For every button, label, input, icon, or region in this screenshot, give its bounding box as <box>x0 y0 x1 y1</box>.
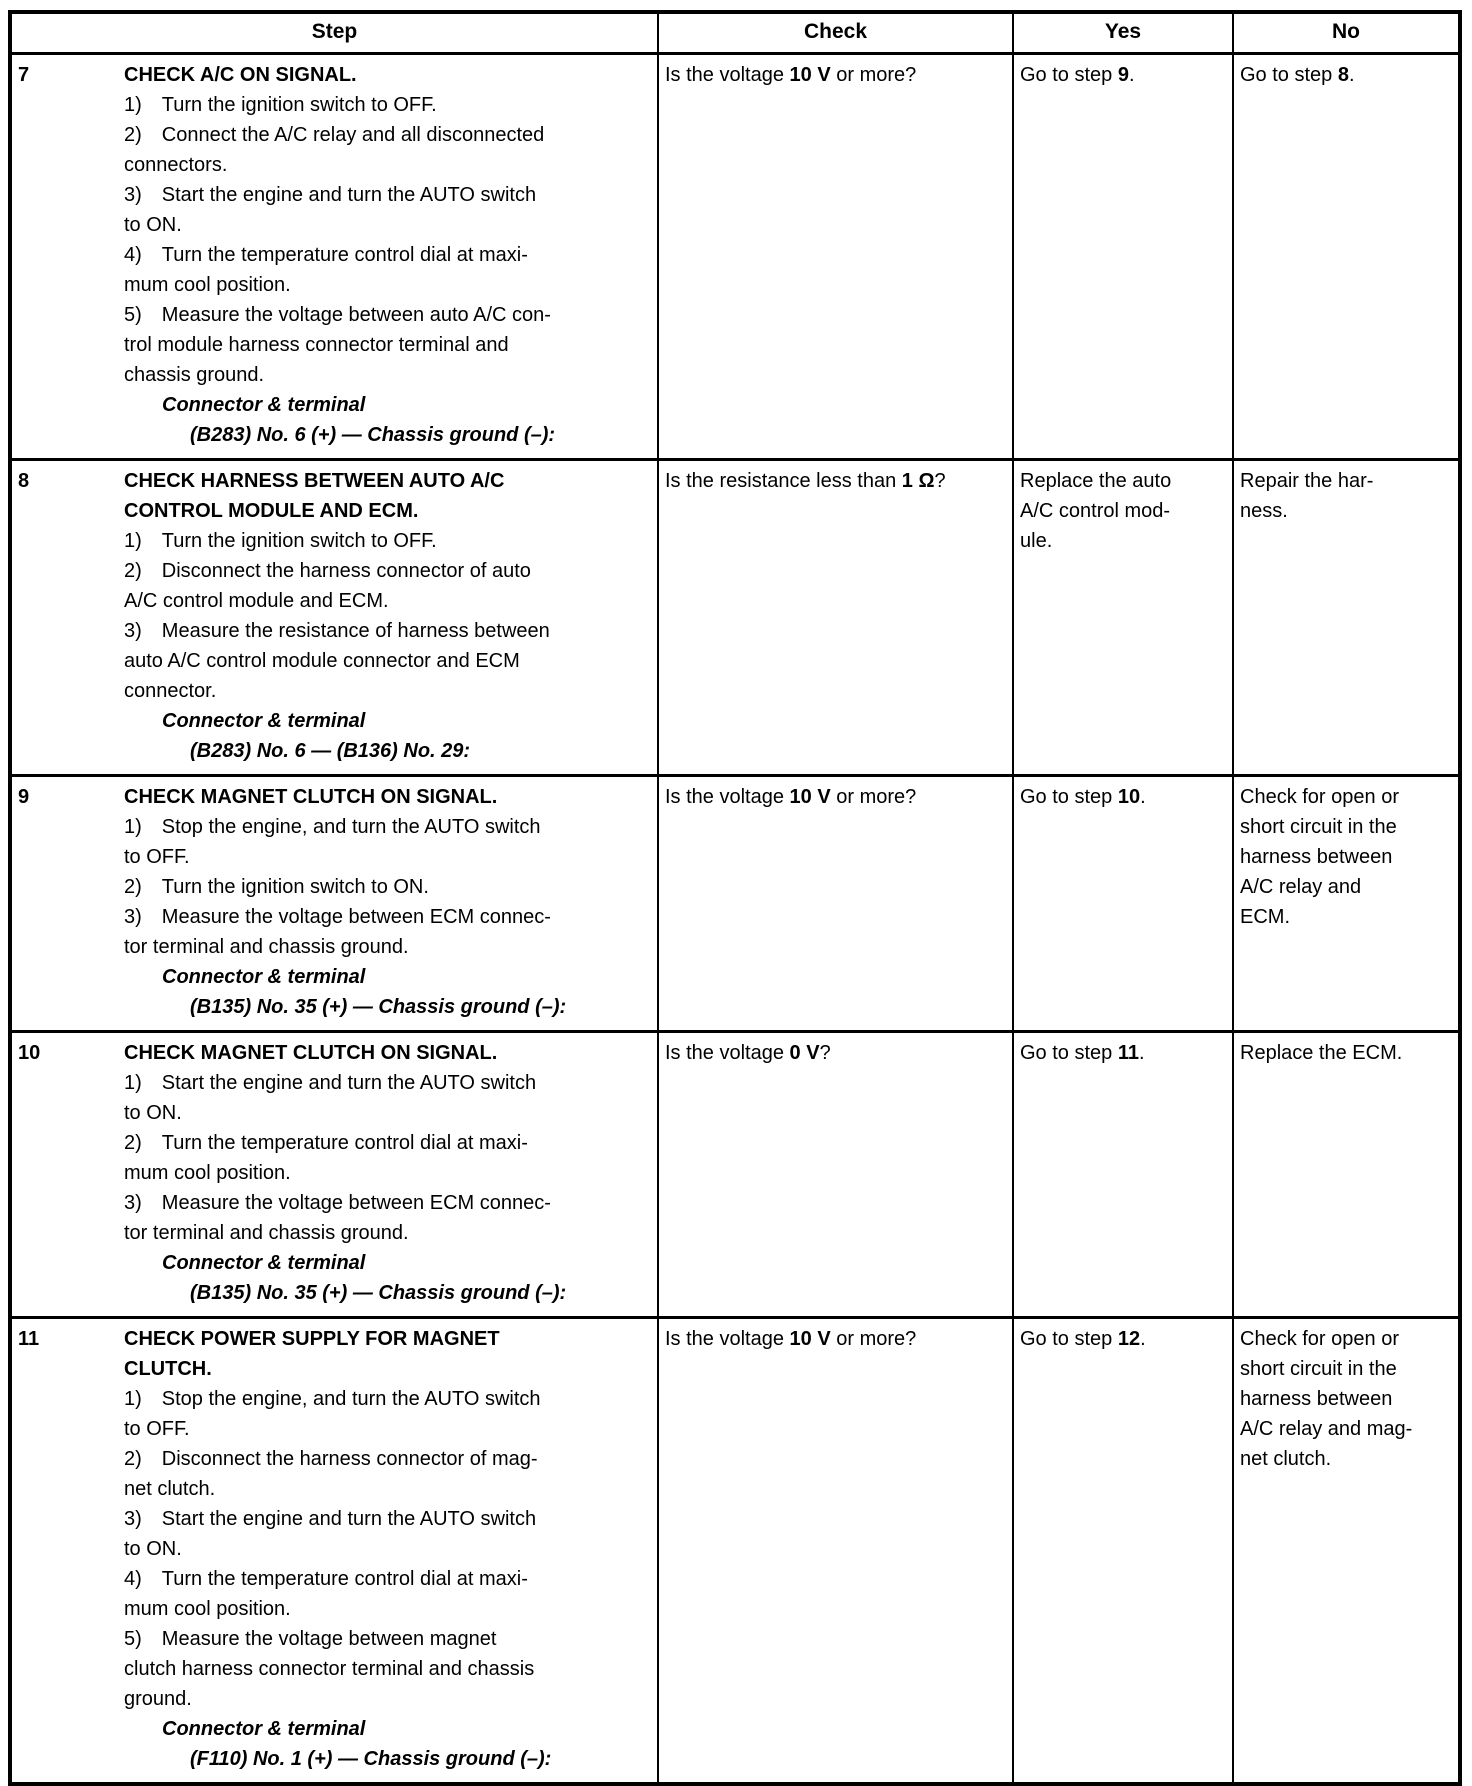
table-row <box>12 55 1458 461</box>
yes-cell: Go to step 11. <box>1014 1033 1234 1316</box>
check-cell: Is the resistance less than 1 Ω? <box>659 461 1014 774</box>
step-number: 11 <box>18 1328 40 1350</box>
table-row <box>12 1033 1458 1319</box>
step-cell <box>12 1033 659 1316</box>
check-cell: Is the voltage 10 V or more? <box>659 1319 1014 1782</box>
step-instructions: CHECK HARNESS BETWEEN AUTO A/C CONTROL MODULE AND ECM. 1) Turn the ignition switch to OFF. 2) Disconnect the harness connector of auto A/C control module and ECM. 3) Measure the resistance of harness between auto A/C control module connector and ECM connector. Connector & terminal (B283) No. 6 — (B136) No. 29: <box>124 470 550 762</box>
table-header-row <box>12 14 1458 55</box>
step-number: 8 <box>18 470 30 492</box>
column-header-no: No <box>1332 20 1360 43</box>
table-row <box>12 777 1458 1033</box>
yes-cell: Go to step 10. <box>1014 777 1234 1030</box>
column-header-step: Step <box>12 14 659 52</box>
check-cell: Is the voltage 0 V? <box>659 1033 1014 1316</box>
step-cell <box>12 461 659 774</box>
step-cell <box>12 777 659 1030</box>
step-number: 7 <box>18 64 30 86</box>
check-cell: Is the voltage 10 V or more? <box>659 777 1014 1030</box>
column-header-check: Check <box>659 14 1014 52</box>
table-body <box>12 55 1458 1782</box>
diagnostic-procedure-table <box>8 10 1462 1786</box>
no-cell: Check for open or short circuit in the harness between A/C relay and mag- net clutch. <box>1240 1328 1413 1470</box>
column-header-yes: Yes <box>1014 14 1234 52</box>
step-number: 9 <box>18 786 30 808</box>
yes-cell: Go to step 9. <box>1014 55 1234 458</box>
step-cell <box>12 1319 659 1782</box>
step-cell <box>12 55 659 458</box>
yes-cell: Go to step 12. <box>1014 1319 1234 1782</box>
no-cell: Check for open or short circuit in the harness between A/C relay and ECM. <box>1240 786 1399 928</box>
no-cell: Replace the ECM. <box>1240 1042 1403 1064</box>
step-instructions: CHECK A/C ON SIGNAL. 1) Turn the ignition switch to OFF. 2) Connect the A/C relay and all disconnected connectors. 3) Start the engine and turn the AUTO switch to ON. 4) Turn the temperature control dial at maxi- mum cool position. 5) Measure the voltage between auto A/C con- trol module harness connector terminal and chassis ground. Connector & terminal (B283) No. 6 (+) — Chassis ground (–): <box>124 64 556 446</box>
yes-cell: Replace the auto A/C control mod- ule. <box>1014 461 1234 774</box>
table-row <box>12 461 1458 777</box>
check-cell: Is the voltage 10 V or more? <box>659 55 1014 458</box>
step-instructions: CHECK MAGNET CLUTCH ON SIGNAL. 1) Stop the engine, and turn the AUTO switch to OFF. 2) Turn the ignition switch to ON. 3) Measure the voltage between ECM connec- tor terminal and chassis ground. Connector & terminal (B135) No. 35 (+) — Chassis ground (–): <box>124 786 567 1018</box>
no-cell: Go to step 8. <box>1240 64 1355 86</box>
table-row <box>12 1319 1458 1782</box>
step-instructions: CHECK MAGNET CLUTCH ON SIGNAL. 1) Start the engine and turn the AUTO switch to ON. 2) Turn the temperature control dial at maxi- mum cool position. 3) Measure the voltage between ECM connec- tor terminal and chassis ground. Connector & terminal (B135) No. 35 (+) — Chassis ground (–): <box>124 1042 567 1304</box>
step-number: 10 <box>18 1042 41 1064</box>
no-cell: Repair the har- ness. <box>1240 470 1374 522</box>
step-instructions: CHECK POWER SUPPLY FOR MAGNET CLUTCH. 1) Stop the engine, and turn the AUTO switch to OFF. 2) Disconnect the harness connector of mag- net clutch. 3) Start the engine and turn the AUTO switch to ON. 4) Turn the temperature control dial at maxi- mum cool position. 5) Measure the voltage between magnet clutch harness connector terminal and chassis ground. Connector & terminal (F110) No. 1 (+) — Chassis ground (–): <box>124 1328 552 1770</box>
